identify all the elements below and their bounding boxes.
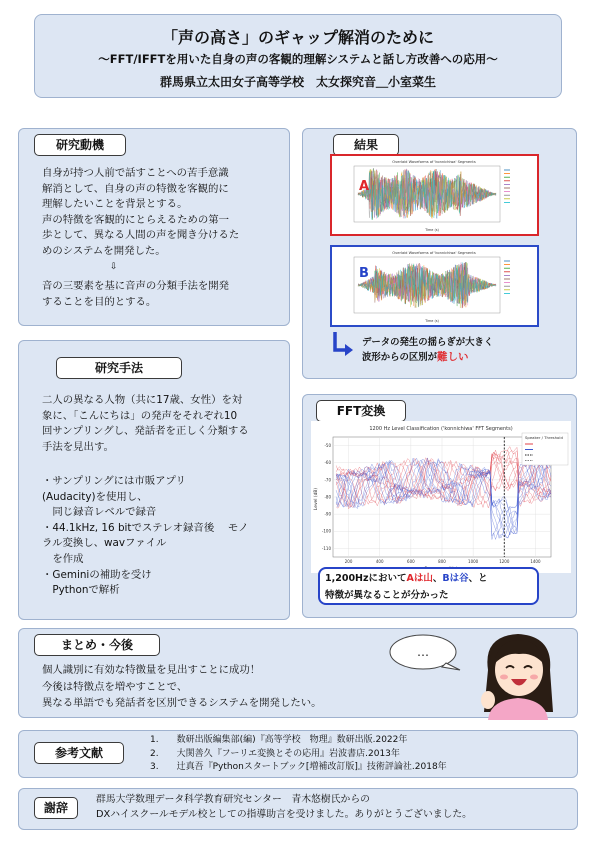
fft-ylabel: Level (dB): [314, 487, 319, 511]
fft-xtick-label: 1000: [468, 559, 479, 564]
motivation-heading: 研究動機: [34, 134, 126, 156]
corner-arrow-icon: [332, 332, 354, 358]
fft-caption-post: 、と: [468, 573, 488, 584]
fft-xtick-label: 400: [375, 559, 384, 564]
thanks-heading: 謝辞: [34, 797, 78, 819]
results-note-line2: 波形からの区別が: [362, 352, 438, 363]
fft-xtick-label: 600: [407, 559, 415, 564]
fft-xtick-label: 200: [344, 559, 353, 564]
waveform-chart-a: [330, 154, 539, 236]
chart-b-xlabel: Time (s): [425, 319, 439, 323]
fft-ytick-label: -50: [324, 442, 331, 448]
fft-xtick-label: 1400: [530, 559, 541, 564]
summary-heading: まとめ・今後: [34, 634, 160, 656]
waveform-b-svg: [332, 247, 537, 325]
reference-item: 3. 辻真吾『Pythonスタートブック[増補改訂版]』技術評論社.2018年: [150, 762, 447, 773]
results-note-emph: 難しい: [437, 351, 469, 363]
poster-author: 群馬県立太田女子高等学校 太女探究音＿小室菜生: [159, 75, 436, 89]
fft-heading: FFT変換: [316, 400, 406, 422]
reference-item: 2. 大関善久『フーリエ変換とその応用』岩波書店.2013年: [150, 748, 400, 759]
waveform-a-svg: [332, 156, 537, 234]
method-bullets: ・サンプリングには市販アプリ (Audacity)を使用し、 同じ録音レベルで録音 ・44.1kHz, 16 bitでステレオ録音後 モノ ラル変換し、wavファイル を作成 ・Geminiの補助を受け Pythonで解析: [42, 475, 249, 597]
label-b: B: [359, 266, 369, 281]
chart-a-xlabel: Time (s): [425, 228, 439, 232]
references-list: [150, 734, 570, 775]
thanks-text: 群馬大学数理データ科学教育研究センター 青木悠樹氏からの DXハイスクールモデル校としての指導助言を受けました。ありがとうございました。: [96, 794, 472, 820]
fft-chart-svg: [311, 421, 571, 573]
fft-ytick-label: -60: [324, 460, 331, 466]
fft-ytick-label: -110: [321, 545, 331, 551]
down-arrow-icon: ⇩: [110, 262, 118, 272]
poster-title: 「声の高さ」のギャップ解消のために: [161, 28, 434, 47]
fft-ytick-label: -100: [321, 528, 331, 534]
fft-chart-title: 1200 Hz Level Classification ('konnichiwa' FFT Segments): [369, 426, 513, 432]
chart-a-title: Overlaid Waveforms of 'konnichiwa' Segments: [392, 160, 476, 164]
waveform-chart-b: [330, 245, 539, 327]
fft-chart: [311, 421, 571, 573]
method-heading: 研究手法: [56, 357, 182, 379]
fft-caption-b: Bは谷: [442, 573, 469, 584]
speech-bubble-text: …: [417, 645, 429, 659]
fft-xtick-label: 800: [438, 559, 446, 564]
reference-item: 1. 数研出版編集部(編)『高等学校 物理』数研出版.2022年: [150, 735, 408, 745]
method-text: 二人の異なる人物（共に17歳、女性）を対 象に、「こんにちは」の発声をそれぞれ10 回サンプリングし、発話者を正しく分類する 手法を見出す。: [42, 394, 249, 453]
fft-legend-title: Speaker / Threshold: [525, 435, 563, 440]
fft-xtick-label: 1200: [499, 559, 510, 564]
fft-caption-pre: 1,200Hzにおいて: [325, 573, 407, 584]
title-panel: [34, 14, 562, 98]
summary-text: 個人識別に有効な特徴量を見出すことに成功！ 今後は特徴点を増やすことで、 異なる単語でも発話者を区別できるシステムを開発したい。: [42, 664, 322, 709]
girl-illustration: [388, 630, 578, 720]
motivation-goal: 音の三要素を基に音声の分類手法を開発 することを目的とする。: [42, 280, 230, 308]
fft-ytick-label: -80: [324, 494, 331, 500]
fft-ytick-label: -70: [324, 477, 331, 483]
results-note: [362, 336, 552, 365]
fft-caption-mid: 、: [432, 573, 443, 584]
motivation-text: 自身が持つ人前で話すことへの苦手意識 解消として、自身の声の特徴を客観的に 理解したいことを背景とする。 声の特徴を客観的にとらえるための第一 歩として、異なる人間の声を聞き分けるた めのシステムを開発した。: [42, 167, 240, 257]
references-heading: 参考文献: [34, 742, 124, 764]
poster-subtitle: ～FFT/IFFTを用いた自身の声の客観的理解システムと話し方改善への応用～: [98, 52, 498, 66]
fft-caption-line2: 特徴が異なることが分かった: [325, 590, 449, 601]
results-heading: 結果: [333, 134, 399, 156]
label-a: A: [359, 179, 370, 194]
fft-ytick-label: -90: [324, 511, 331, 517]
fft-caption: [325, 572, 539, 603]
fft-caption-a: Aは山: [406, 573, 433, 584]
chart-b-title: Overlaid Waveforms of 'konnichiwa' Segments: [392, 251, 476, 255]
results-note-line1: データの発生の揺らぎが大きく: [362, 337, 494, 348]
